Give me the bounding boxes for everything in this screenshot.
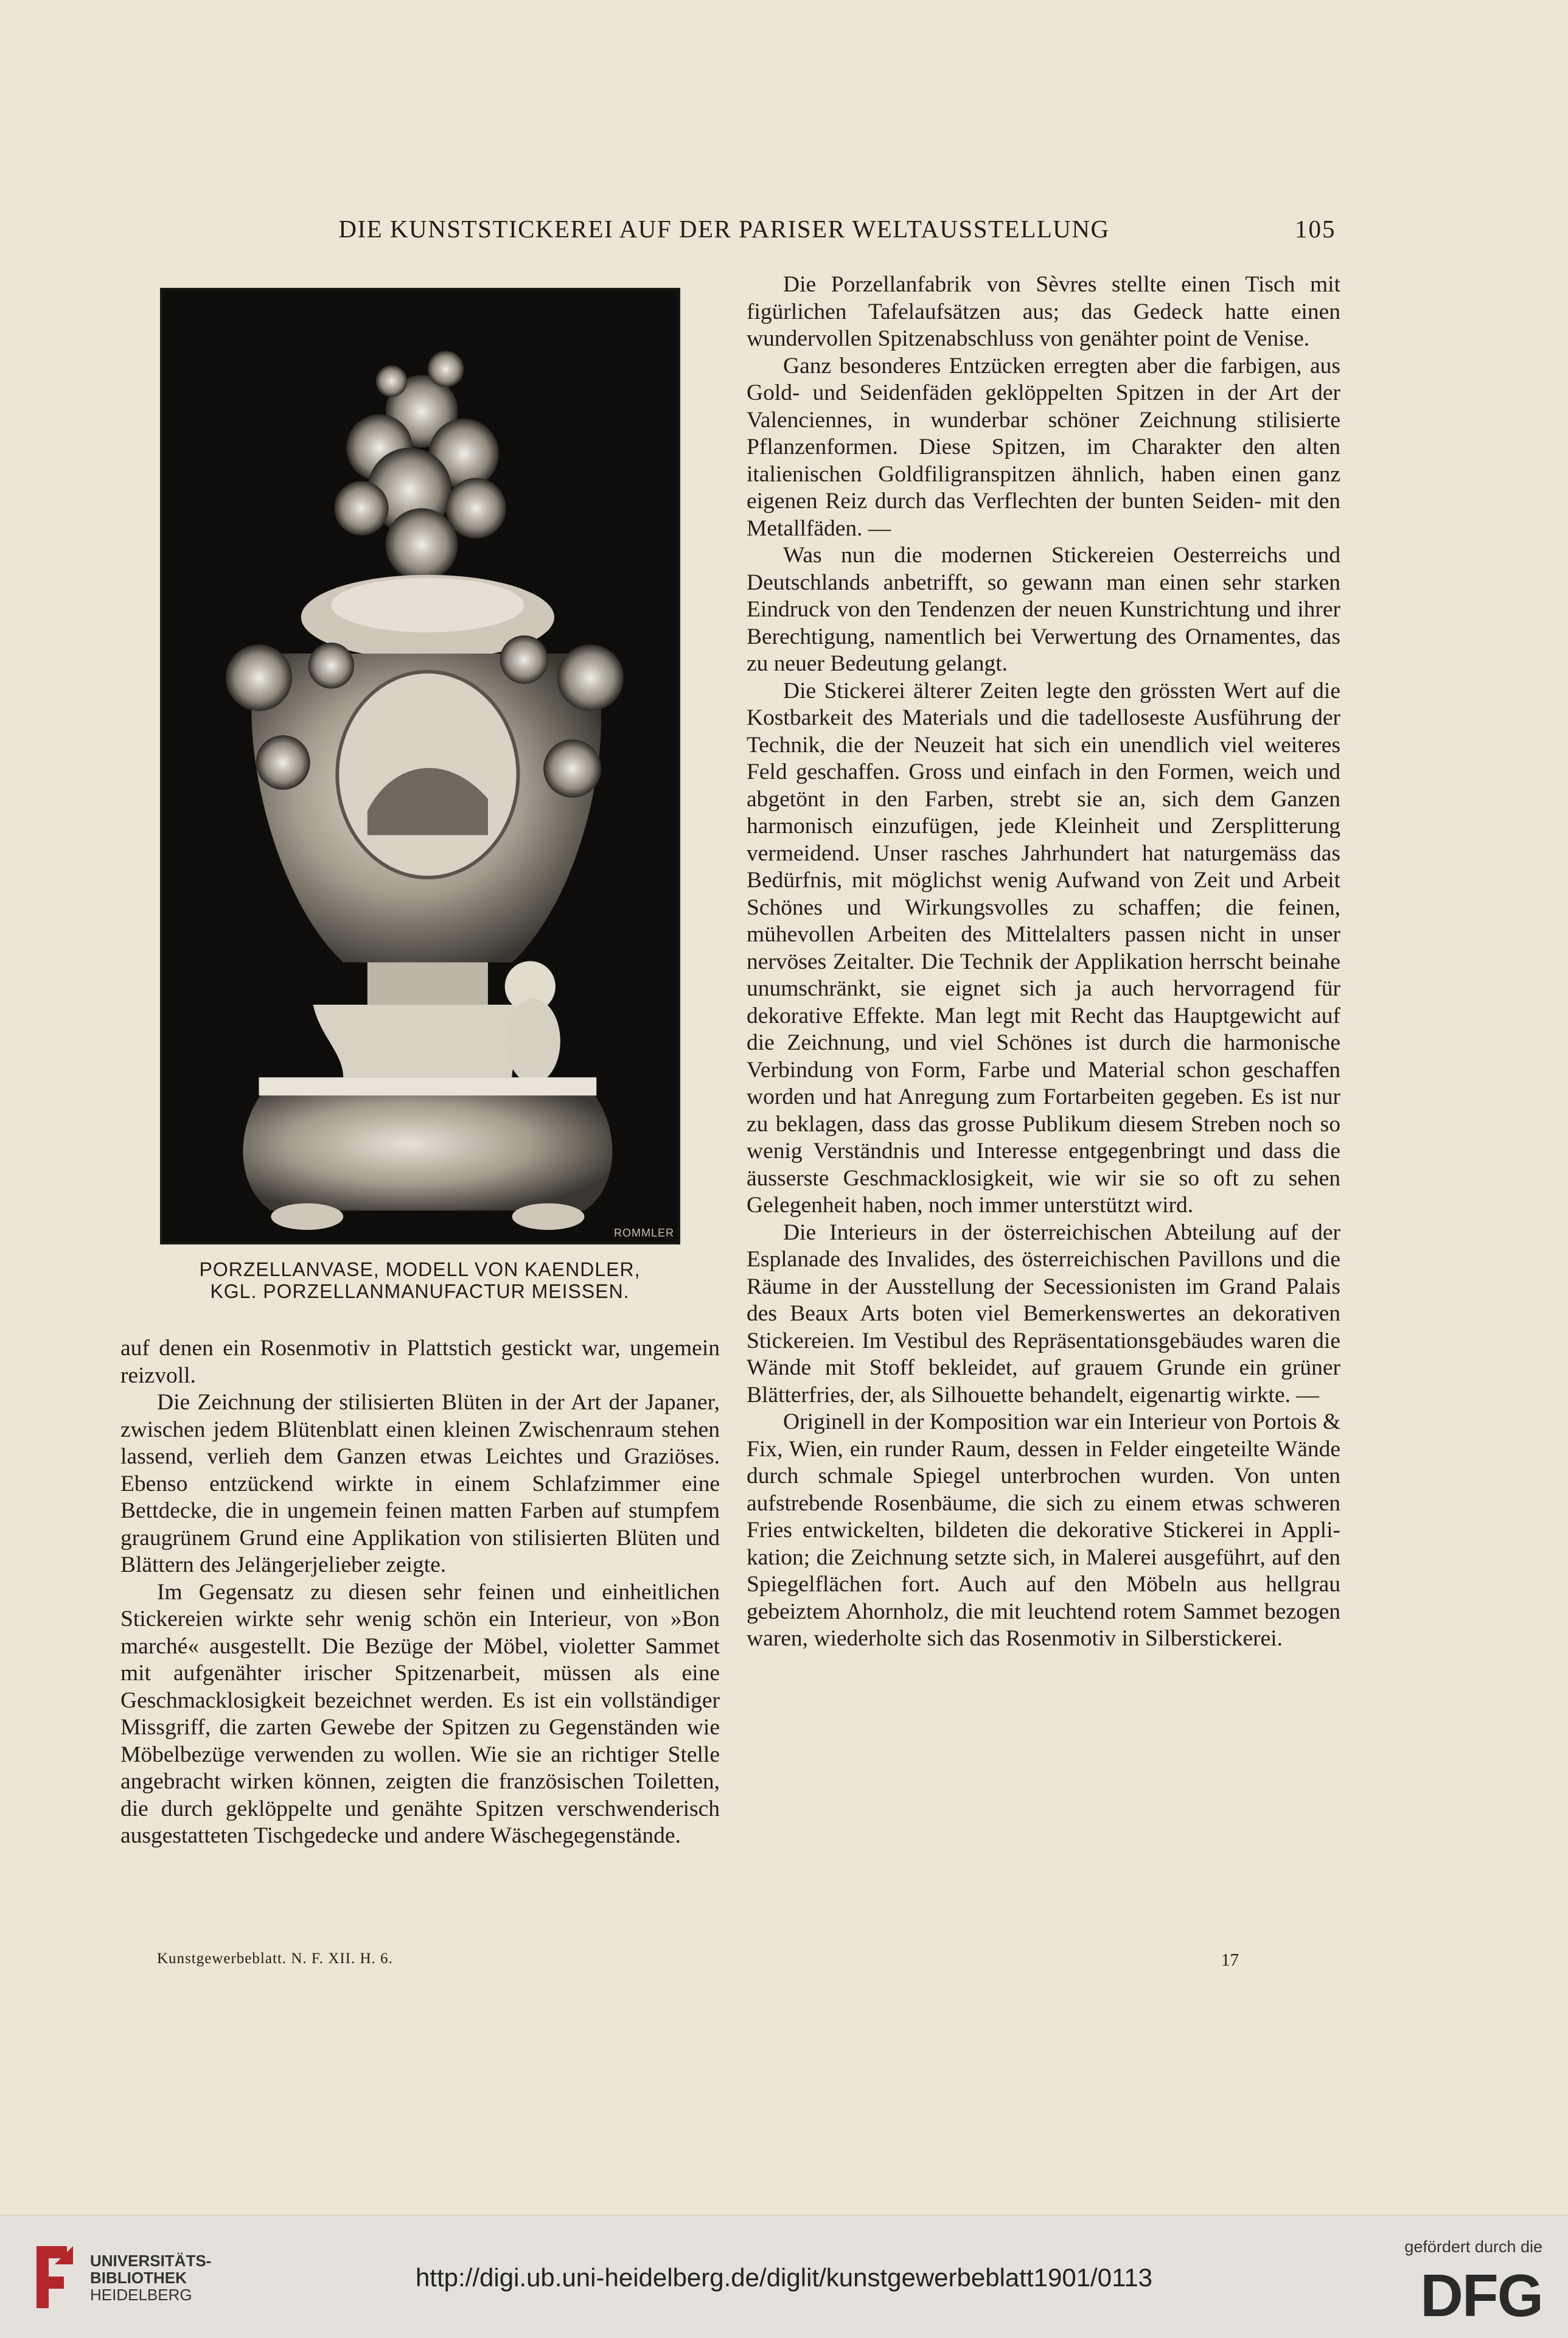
permalink-url[interactable]: http://digi.ub.uni-heidelberg.de/diglit/kunstgewerbeblatt1901/0113 xyxy=(415,2263,1153,2292)
page-number: 105 xyxy=(1295,215,1336,243)
journal-footer: Kunstgewerbeblatt. N. F. XII. H. 6. xyxy=(157,1950,393,1967)
paragraph: Die Stickerei älterer Zeiten legte den grössten Wert auf die Kostbarkeit des Materials und die tadelloseste Ausführung der Technik, die der Neuzeit hat sich ein unendlich viel weiteres Feld geschaffen. Gross und einfach in den Formen, weich und abgetönt in den Farben, strebt sie an, sich dem Ganzen harmonisch einzufügen, jede Kleinheit und Zersplitterung vermeidend. Unser rasches Jahrhundert hat naturgemäss das Bedürfnis, mit möglichst wenig Aufwand von Zeit und Arbeit Schönes und Wirkungsvolles zu schaffen; die feinen, mühevollen Arbeiten des Mittelalters passen nicht in unser nervöses Zeitalter. Die Technik der Applikation herrscht beinahe unumschränkt, sie eignet sich ja auch hervorragend für dekorative Effekte. Man legt mit Recht das Hauptgewicht auf die Zeichnung, und viel Schönes ist durch die harmonische Verbindung von Form, Farbe und Material schon geschaffen worden und hat Anregung zum Fortarbeiten gegeben. Es ist nur zu beklagen, dass das grosse Publikum diesem Streben noch so wenig Verständnis und Interesse entgegenbringt und dass die äusserste Geschmacklosigkeit, wie wir sie so oft zu sehen Gelegenheit haben, noch immer unterstützt wird. xyxy=(747,678,1340,1218)
library-line: HEIDELBERG xyxy=(90,2286,192,2304)
paragraph: auf denen ein Rosenmotiv in Plattstich gestickt war, ungemein reizvoll. xyxy=(120,1336,720,1388)
library-line: BIBLIOTHEK xyxy=(90,2269,187,2287)
paragraph: Was nun die modernen Stickereien Oesterreichs und Deutschlands anbetrifft, so gewann man einen sehr starken Eindruck von den Tendenzen der neuen Kunstrichtung und ihrer Berechtigung, namentlich bei Verwertung des Ornamentes, das zu neuer Bedeutung gelangt. xyxy=(747,543,1340,676)
funding-label: gefördert durch die xyxy=(1404,2238,1542,2256)
left-text-column xyxy=(120,1335,720,1850)
paragraph: Originell in der Komposition war ein Interieur von Portois & Fix, Wien, ein runder Raum, dessen in Felder eingeteilte Wände durch schmale Spiegel unterbrochen wurden. Von unten aufstrebende Rosenbäume, die sich zu einem etwas schweren Fries entwickelten, bildeten die dekorative Stickerei in Applikation; die Zeichnung setzte sich, in Malerei ausgeführt, auf den Spiegelflächen fort. Auch auf den Möbeln aus hellgrau gebeiztem Ahornholz, die mit leuchtend rotem Sammet bezogen waren, wiederholte sich das Rosenmotiv in Silberstickerei. xyxy=(747,1409,1340,1651)
caption-line: KGL. PORZELLANMANUFACTUR MEISSEN. xyxy=(210,1280,630,1302)
dfg-logo[interactable]: DFG xyxy=(1420,2262,1542,2329)
paragraph: Die Zeichnung der stilisierten Blüten in der Art der Japaner, zwischen jedem Blütenblatt einen kleinen Zwischenraum stehen lassend, verlieh dem Ganzen etwas Leichtes und Graziöses. Ebenso entzückend wirkte in einem Schlafzimmer eine Bettdecke, die in ungemein feinen matten Farben auf stumpfem graugrünem Grund eine Applikation von stilisierten Blüten und Blättern des Jelängerjelieber zeigte. xyxy=(120,1390,720,1577)
library-line: UNIVERSITÄTS- xyxy=(90,2252,212,2270)
paragraph: Die Porzellanfabrik von Sèvres stellte einen Tisch mit figürlichen Tafelaufsätzen aus; das Gedeck hatte einen wundervollen Spitzenabschluss von genähter point de Venise. xyxy=(747,272,1340,351)
paragraph: Im Gegensatz zu diesen sehr feinen und einheitlichen Stickereien wirkte sehr wenig schön ein Interieur, von »Bon marché« ausgestellt. Die Bezüge der Möbel, violetter Sammet mit aufgenähter irischer Spitzenarbeit, müssen als eine Geschmacklosigkeit bezeichnet werden. Es ist ein vollständiger Missgriff, die zarten Gewebe der Spitzen zu Gegenständen wie Möbelbezüge verwenden zu wollen. Wie sie an richtiger Stelle angebracht wirken können, zeigten die französischen Toiletten, die durch geklöppelte und genähte Spitzen verschwenderisch ausgestatteten Tischgedecke und andere Wäschegegenstände. xyxy=(120,1579,720,1848)
vase-drawing xyxy=(162,290,678,1242)
running-head: DIE KUNSTSTICKEREI AUF DER PARISER WELTAUSSTELLUNG xyxy=(338,215,1110,243)
paragraph: Die Interieurs in der österreichischen Abteilung auf der Esplanade des Invalides, des österreichischen Pavillons und die Räume in der Ausstellung der Secessionisten im Grand Palais des Beaux Arts boten viel Bemerkenswertes an dekorativen Stickereien. Im Vestibul des Repräsentationsgebäudes waren die Wände mit Stoff bekleidet, auf grauem Grunde ein grüner Blätterfries, der, als Silhouette behandelt, eigenartig wirkte. — xyxy=(747,1220,1340,1408)
paragraph: Ganz besonderes Entzücken erregten aber die farbigen, aus Gold- und Seidenfäden geklöppelten Spitzen in der Art der Valenciennes, in wunderbar schöner Zeichnung stilisierte Pflanzenformen. Diese Spitzen, im Charakter den alten italienischen Goldfiligranspitzen ähnlich, haben einen ganz eigenen Reiz durch das Verflechten der bunten Seiden- mit den Metallfäden. — xyxy=(747,353,1340,541)
figure-caption xyxy=(122,1258,718,1302)
porcelain-vase-illustration xyxy=(160,288,680,1244)
viewer-footer-bar xyxy=(0,2215,1568,2338)
signature-mark: 17 xyxy=(1221,1950,1239,1970)
caption-line: PORZELLANVASE, MODELL VON KAENDLER, xyxy=(199,1258,641,1280)
right-text-column xyxy=(747,271,1340,1653)
artist-signature: ROMMLER xyxy=(613,1227,674,1239)
